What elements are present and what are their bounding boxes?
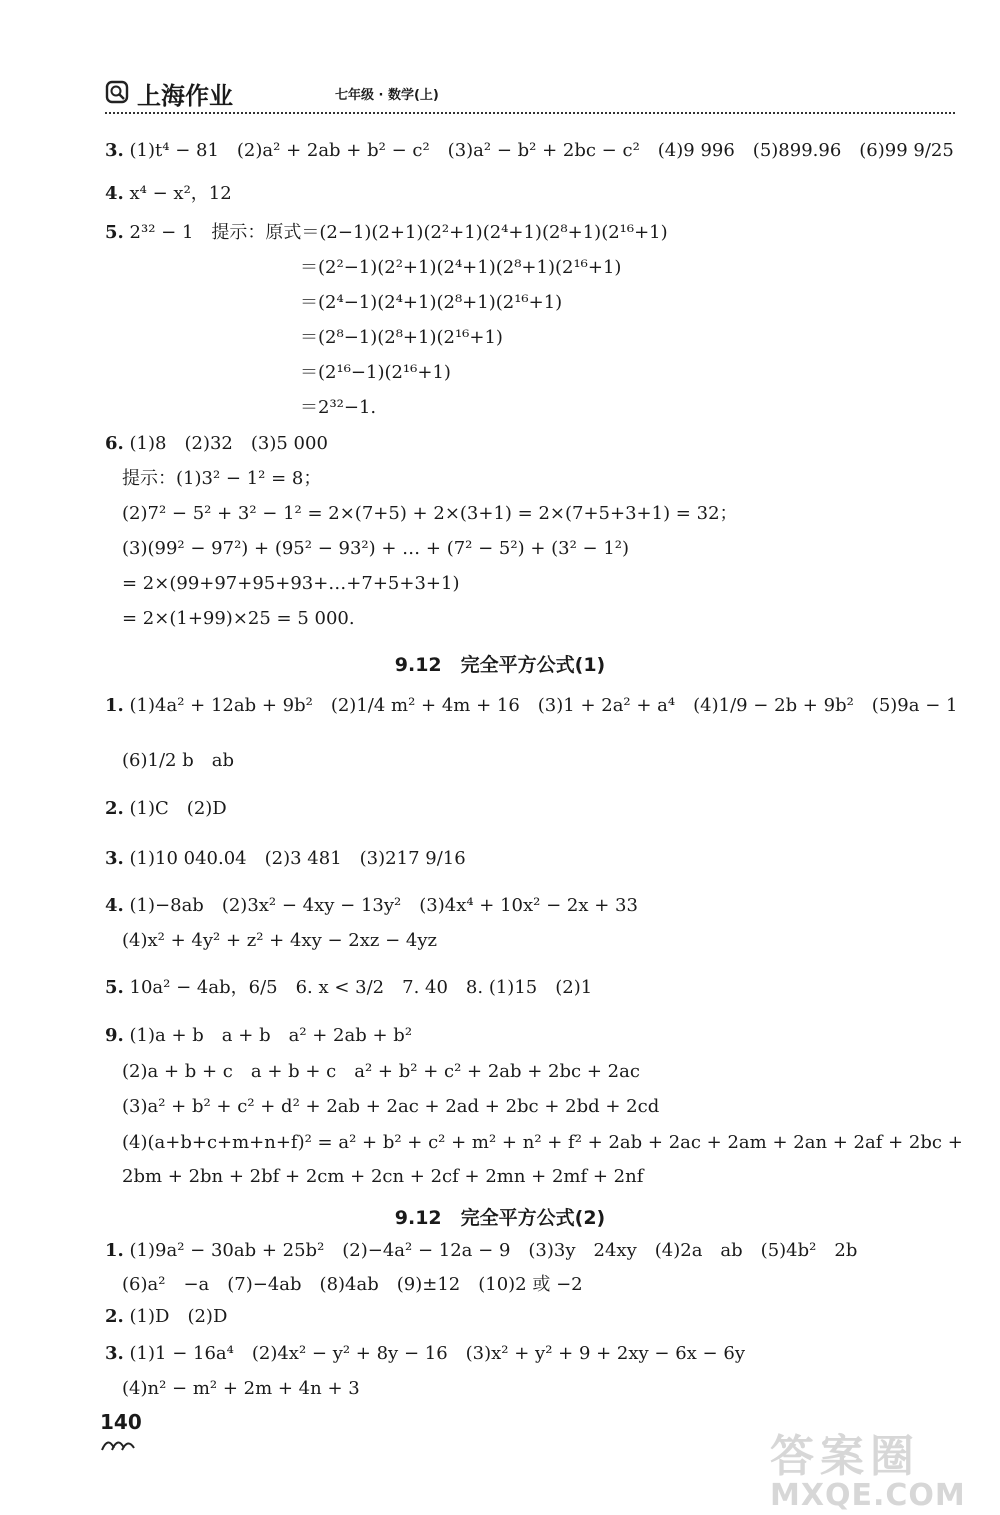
leaf-decoration-icon	[100, 1432, 140, 1452]
answer-line	[122, 750, 234, 772]
answer-text: (1)−8ab (2)3x² − 4xy − 13y² (3)4x⁴ + 10x² − 2x + 33	[129, 895, 638, 916]
magnifier-logo-icon	[105, 80, 131, 106]
question-number: 2.	[105, 798, 124, 819]
answer-line	[300, 292, 562, 314]
answer-text: 10a² − 4ab，6/5 6. x < 3/2 7. 40 8. (1)15 (2)1	[129, 977, 593, 998]
answer-line	[122, 1096, 659, 1118]
answer-line	[105, 1240, 857, 1262]
question-number: 2.	[105, 1306, 124, 1327]
answer-line	[122, 573, 459, 595]
answer-text: 提示：(1)3² − 1² = 8；	[122, 468, 322, 489]
answer-text: (6)a² −a (7)−4ab (8)4ab (9)±12 (10)2 或 −2	[122, 1274, 583, 1295]
answer-line	[105, 140, 954, 162]
answer-line	[105, 848, 466, 870]
answer-line	[300, 257, 621, 279]
answer-text: (1)8 (2)32 (3)5 000	[129, 433, 328, 454]
answer-text: = 2×(1+99)×25 = 5 000.	[122, 608, 355, 629]
answer-text: ＝(2²−1)(2²+1)(2⁴+1)(2⁸+1)(2¹⁶+1)	[300, 257, 622, 278]
answer-line	[105, 433, 328, 455]
answer-text: ＝(2¹⁶−1)(2¹⁶+1)	[300, 362, 451, 383]
header-divider	[105, 112, 955, 114]
answer-line	[105, 1343, 745, 1365]
answer-line	[300, 397, 376, 419]
answer-text: ＝(2⁴−1)(2⁴+1)(2⁸+1)(2¹⁶+1)	[300, 292, 563, 313]
answer-text: 2³² − 1 提示：原式＝(2−1)(2+1)(2²+1)(2⁴+1)(2⁸+1)(2¹⁶+1)	[129, 222, 668, 243]
question-number: 6.	[105, 433, 124, 454]
question-number: 4.	[105, 183, 124, 204]
answer-text: = 2×(99+97+95+93+…+7+5+3+1)	[122, 573, 460, 594]
answer-text: x⁴ − x²，12	[129, 183, 232, 204]
answer-line	[105, 1306, 227, 1328]
answer-line	[122, 608, 355, 630]
page-header	[105, 76, 955, 110]
answer-text: (4)n² − m² + 2m + 4n + 3	[122, 1378, 360, 1399]
answer-line	[122, 930, 437, 952]
answer-text: (1)C (2)D	[129, 798, 227, 819]
answer-line	[122, 1378, 360, 1400]
answer-line	[122, 1274, 583, 1296]
answer-line	[300, 362, 451, 384]
answer-text: ＝(2⁸−1)(2⁸+1)(2¹⁶+1)	[300, 327, 503, 348]
question-number: 3.	[105, 848, 124, 869]
answer-line	[122, 468, 321, 490]
answer-line	[122, 1166, 643, 1188]
answer-text: (2)a + b + c a + b + c a² + b² + c² + 2ab + 2bc + 2ac	[122, 1061, 640, 1082]
watermark-url: MXQE.COM	[770, 1478, 966, 1513]
watermark	[770, 1420, 966, 1513]
answer-line	[105, 1025, 412, 1047]
answer-line	[122, 503, 738, 525]
answer-text: (1)t⁴ − 81 (2)a² + 2ab + b² − c² (3)a² − b² + 2bc − c² (4)9 996 (5)899.96 (6)99 9/25	[129, 140, 954, 161]
answer-line	[122, 1061, 640, 1083]
book-subtitle: 七年级 · 数学(上)	[335, 88, 439, 103]
watermark-text: 答案圈	[770, 1431, 920, 1482]
answer-text: (1)D (2)D	[129, 1306, 228, 1327]
answer-text: (1)10 040.04 (2)3 481 (3)217 9/16	[129, 848, 466, 869]
answer-text: (6)1/2 b ab	[122, 750, 234, 771]
answer-text: ＝2³²−1.	[300, 397, 377, 418]
question-number: 9.	[105, 1025, 124, 1046]
answer-text: (2)7² − 5² + 3² − 1² = 2×(7+5) + 2×(3+1) = 2×(7+5+3+1) = 32；	[122, 503, 738, 524]
answer-text: (4)x² + 4y² + z² + 4xy − 2xz − 4yz	[122, 930, 437, 951]
answer-text: (1)a + b a + b a² + 2ab + b²	[129, 1025, 413, 1046]
book-title: 上海作业	[137, 82, 233, 110]
question-number: 1.	[105, 695, 124, 716]
answer-line	[105, 695, 957, 717]
answer-text: (1)1 − 16a⁴ (2)4x² − y² + 8y − 16 (3)x² + y² + 9 + 2xy − 6x − 6y	[129, 1343, 745, 1364]
question-number: 3.	[105, 1343, 124, 1364]
answer-text: (3)a² + b² + c² + d² + 2ab + 2ac + 2ad + 2bc + 2bd + 2cd	[122, 1096, 660, 1117]
answer-line	[105, 222, 668, 244]
question-number: 4.	[105, 895, 124, 916]
question-number: 1.	[105, 1240, 124, 1261]
answer-line	[105, 977, 592, 999]
answer-text: (1)4a² + 12ab + 9b² (2)1/4 m² + 4m + 16 (3)1 + 2a² + a⁴ (4)1/9 − 2b + 9b² (5)9a − 1	[129, 695, 958, 716]
page-number: 140	[100, 1410, 142, 1434]
question-number: 5.	[105, 977, 124, 998]
answer-line	[122, 538, 629, 560]
answer-text: (4)(a+b+c+m+n+f)² = a² + b² + c² + m² + n² + f² + 2ab + 2ac + 2am + 2an + 2af + 2bc +	[122, 1132, 963, 1153]
section-heading: 9.12 完全平方公式(2)	[394, 1207, 606, 1229]
question-number: 5.	[105, 222, 124, 243]
answer-text: (3)(99² − 97²) + (95² − 93²) + … + (7² − 5²) + (3² − 1²)	[122, 538, 630, 559]
answer-line	[122, 1132, 963, 1154]
answer-line	[105, 798, 227, 820]
answer-text: 2bm + 2bn + 2bf + 2cm + 2cn + 2cf + 2mn + 2mf + 2nf	[122, 1166, 644, 1187]
section-heading: 9.12 完全平方公式(1)	[394, 654, 606, 676]
answer-line	[105, 895, 638, 917]
answer-text: (1)9a² − 30ab + 25b² (2)−4a² − 12a − 9 (3)3y 24xy (4)2a ab (5)4b² 2b	[129, 1240, 858, 1261]
question-number: 3.	[105, 140, 124, 161]
answer-line	[300, 327, 503, 349]
answer-line	[105, 183, 232, 205]
